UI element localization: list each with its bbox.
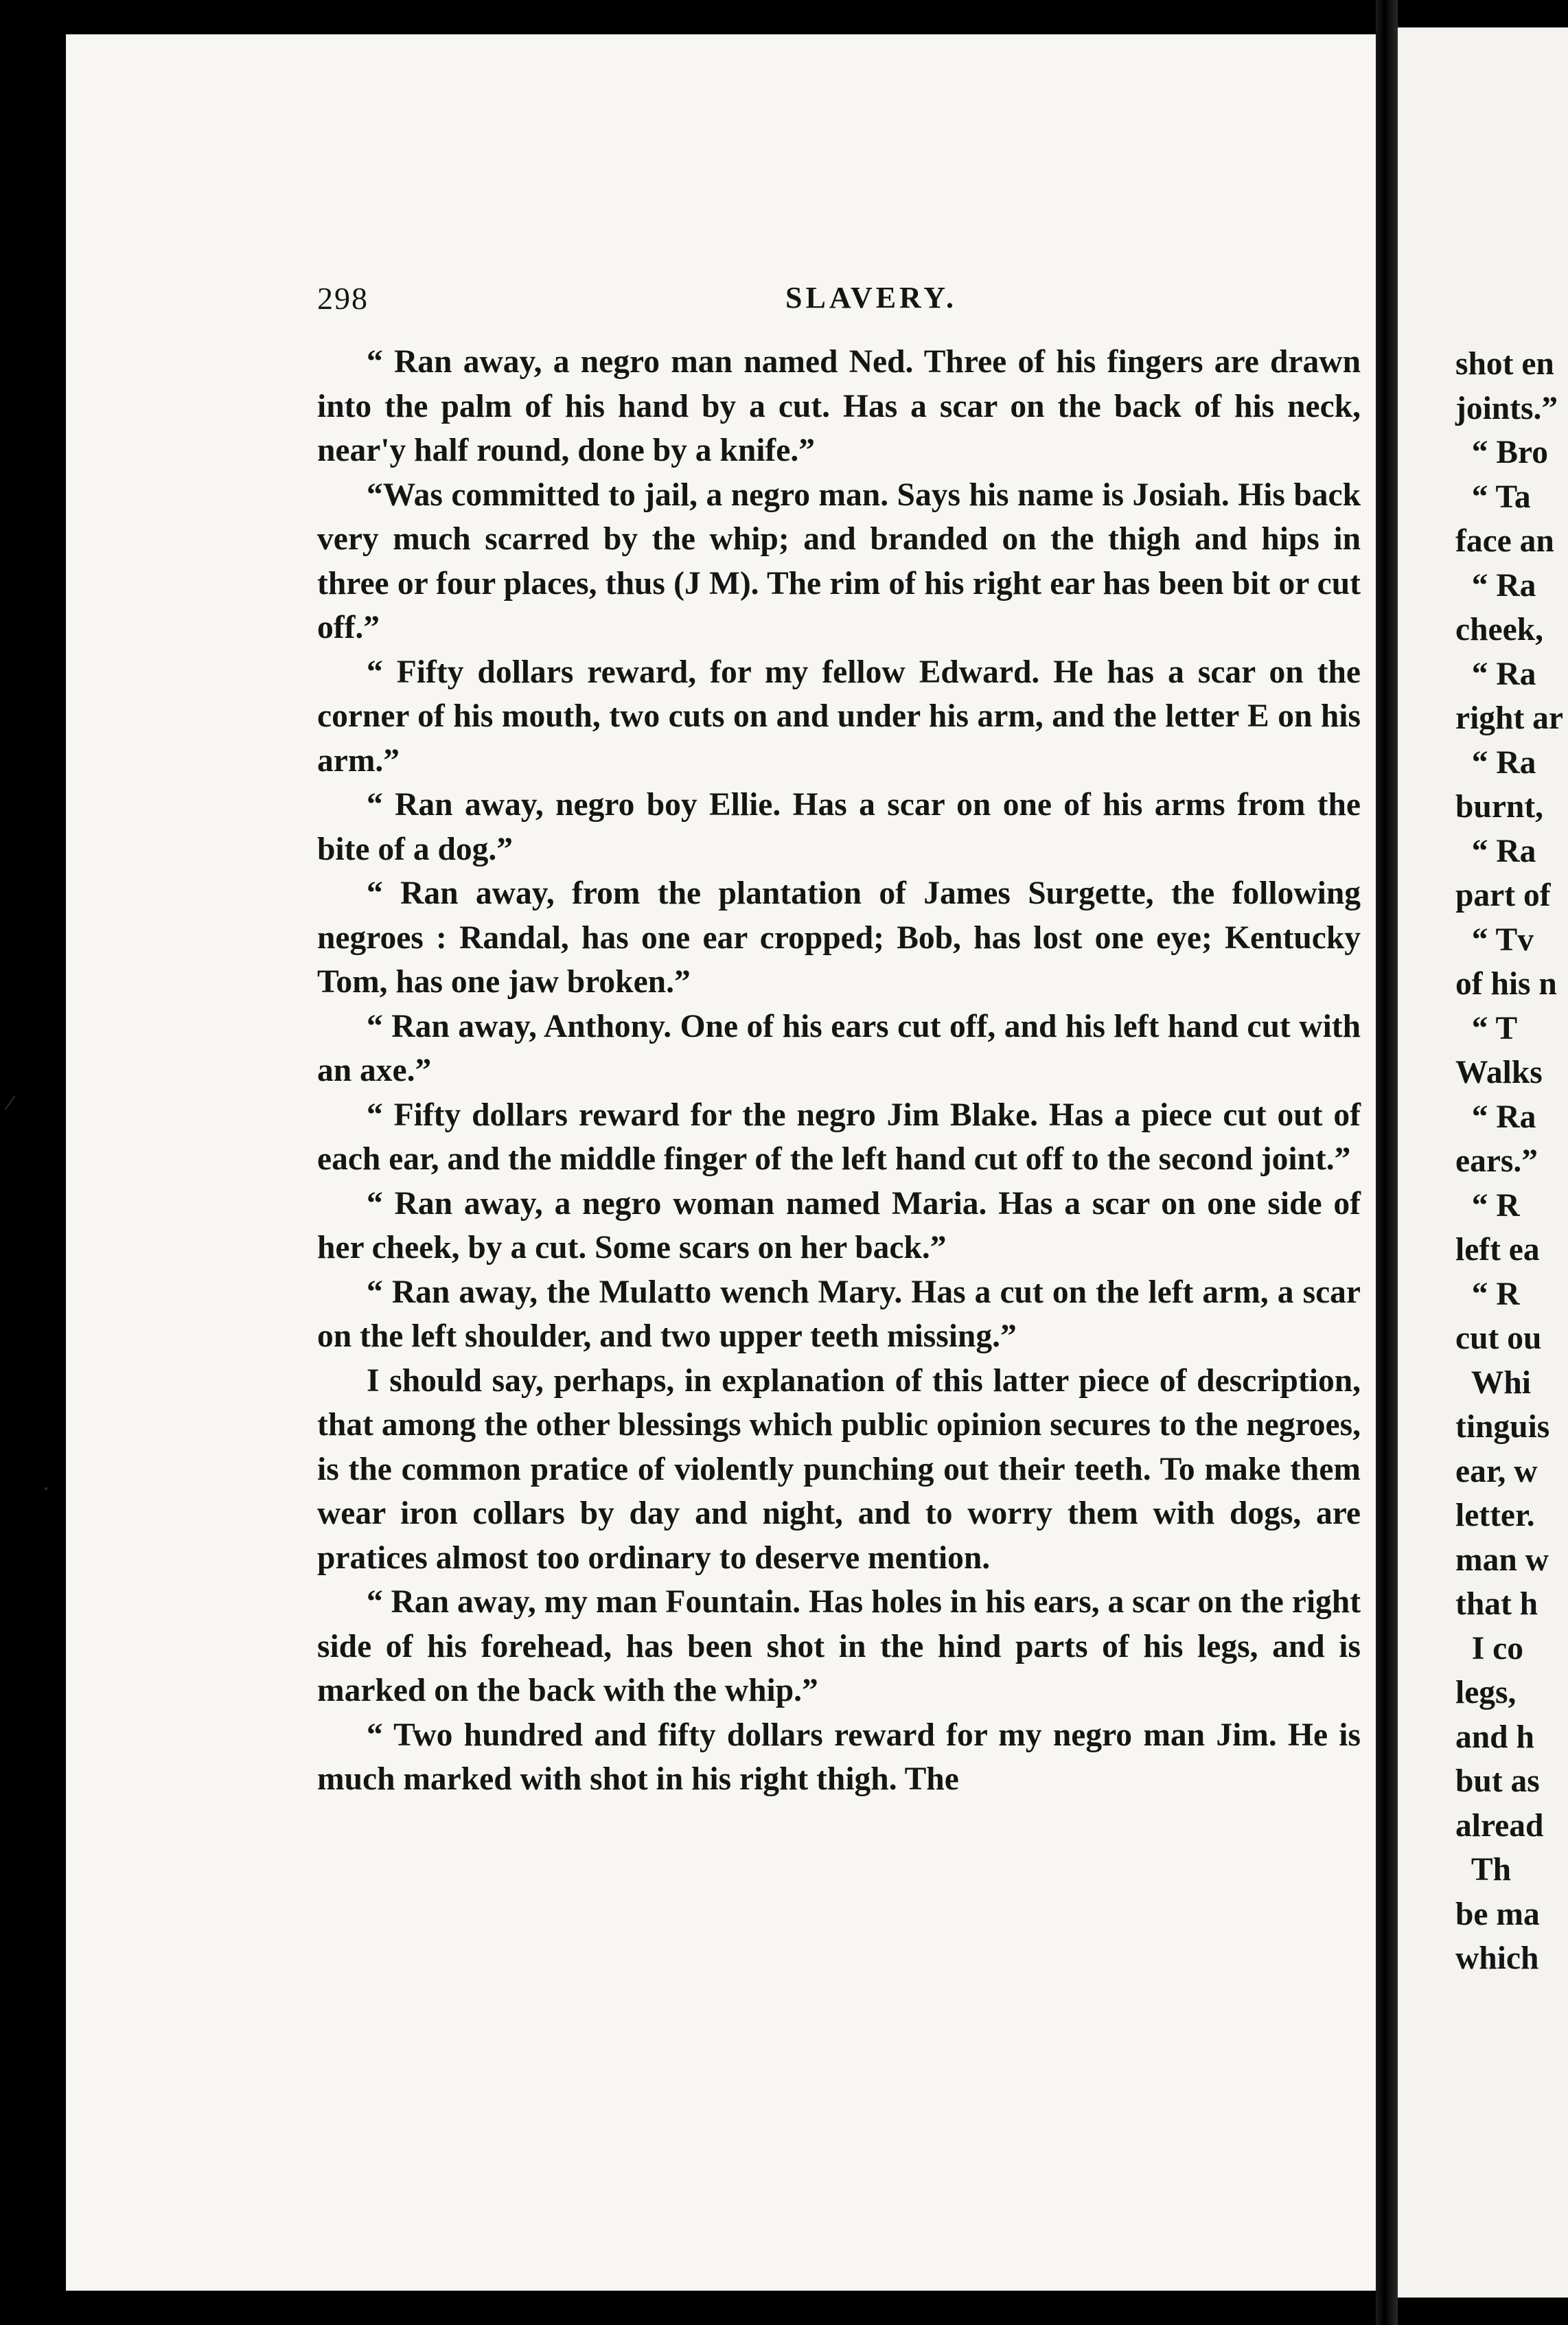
right-page-line: cheek, xyxy=(1455,612,1543,648)
right-page-line: “ Ra xyxy=(1455,1099,1536,1135)
right-page-line: “ R xyxy=(1455,1276,1520,1312)
margin-mark: ˯ xyxy=(43,1468,49,1491)
right-page-line: “ T xyxy=(1455,1010,1518,1046)
running-head xyxy=(66,280,1376,321)
right-page-line: I co xyxy=(1455,1630,1523,1667)
paragraph: “ Ran away, from the plantation of James Surgette, the following negroes : Randal, has one ear cropped; Bob, has lost one eye; Kentucky Tom, has one jaw broken.” xyxy=(317,875,1361,1000)
running-head-title: SLAVERY. xyxy=(785,281,958,314)
right-page-line: shot en xyxy=(1455,346,1554,382)
right-page-line: “ Bro xyxy=(1455,435,1549,470)
paragraph: “ Ran away, my man Fountain. Has holes in his ears, a scar on the right side of his forehead, has been shot in the hind parts of his legs, and is marked on the back with the whip.” xyxy=(317,1584,1361,1708)
right-page-line: and h xyxy=(1455,1719,1534,1755)
right-page-line: Walks xyxy=(1455,1055,1543,1090)
body-text xyxy=(317,340,1361,1802)
right-page-line: ear, w xyxy=(1455,1453,1538,1489)
right-page-line: alread xyxy=(1455,1807,1544,1844)
right-page-line: “ Ta xyxy=(1455,479,1531,515)
right-page-line: tinguis xyxy=(1455,1409,1550,1445)
right-page-line: but as xyxy=(1455,1763,1540,1799)
paragraph: “ Ran away, negro boy Ellie. Has a scar on one of his arms from the bite of a dog.” xyxy=(317,787,1361,867)
paragraph: I should say, perhaps, in explanation of this latter piece of description, that among the other blessings which public opinion secures to the negroes, is the common pratice of violently punching out their teeth. To make them wear iron collars by day and night, and to worry them with dogs, are pratices almost too ordinary to deserve mention. xyxy=(317,1362,1361,1576)
right-page-fragment xyxy=(1398,27,1568,2298)
right-page-line: cut ou xyxy=(1455,1320,1542,1356)
right-page-line: “ Tv xyxy=(1455,921,1534,958)
page-number: 298 xyxy=(317,281,369,316)
right-page-line: man w xyxy=(1455,1542,1549,1578)
right-page-line: Th xyxy=(1455,1852,1511,1888)
right-page-line: which xyxy=(1455,1940,1539,1976)
right-page-line: “ Ra xyxy=(1455,833,1536,869)
right-page-line: Whi xyxy=(1455,1364,1532,1401)
right-page-line: joints.” xyxy=(1455,390,1558,426)
right-page-line: “ Ra xyxy=(1455,744,1536,781)
margin-mark: ⁄ xyxy=(8,1092,12,1114)
right-page-line: that h xyxy=(1455,1586,1538,1622)
paragraph: “ Two hundred and fifty dollars reward for my negro man Jim. He is much marked with shot in his right thigh. The xyxy=(317,1717,1361,1797)
paragraph: “ Fifty dollars reward for the negro Jim Blake. Has a piece cut out of each ear, and the middle finger of the left hand cut off to the second joint.” xyxy=(317,1097,1361,1177)
paragraph: “ Fifty dollars reward, for my fellow Edward. He has a scar on the corner of his mouth, two cuts on and under his arm, and the letter E on his arm.” xyxy=(317,654,1361,779)
right-page-line: “ R xyxy=(1455,1187,1520,1224)
paragraph: “ Ran away, Anthony. One of his ears cut off, and his left hand cut with an axe.” xyxy=(317,1008,1361,1088)
paragraph: “ Ran away, a negro woman named Maria. Has a scar on one side of her cheek, by a cut. Some scars on her back.” xyxy=(317,1185,1361,1265)
paragraph: “Was committed to jail, a negro man. Says his name is Josiah. His back very much scarred by the whip; and branded on the thigh and hips in three or four places, thus (J M). The rim of his right ear has been bit or cut off.” xyxy=(317,477,1361,645)
right-page-line: “ Ra xyxy=(1455,567,1536,604)
right-page-line: burnt, xyxy=(1455,789,1544,825)
right-page-line: of his n xyxy=(1455,966,1557,1002)
right-page-line: legs, xyxy=(1455,1675,1517,1710)
right-page-line: “ Ra xyxy=(1455,656,1536,692)
right-page-lines xyxy=(1455,342,1568,1981)
right-page-line: right ar xyxy=(1455,700,1563,736)
right-page-line: left ea xyxy=(1455,1232,1540,1268)
paragraph: “ Ran away, the Mulatto wench Mary. Has a cut on the left arm, a scar on the left shoulder, and two upper teeth missing.” xyxy=(317,1274,1361,1354)
left-page xyxy=(66,34,1376,2291)
right-page-line: part of xyxy=(1455,878,1551,913)
paragraph: “ Ran away, a negro man named Ned. Three of his fingers are drawn into the palm of his hand by a cut. Has a scar on the back of his neck, near'y half round, done by a knife.” xyxy=(317,344,1361,468)
book-spine xyxy=(1376,0,1398,2325)
right-page-line: face an xyxy=(1455,523,1554,559)
right-page-line: be ma xyxy=(1455,1896,1540,1932)
right-page-line: letter. xyxy=(1455,1498,1535,1533)
right-page-line: ears.” xyxy=(1455,1143,1538,1179)
